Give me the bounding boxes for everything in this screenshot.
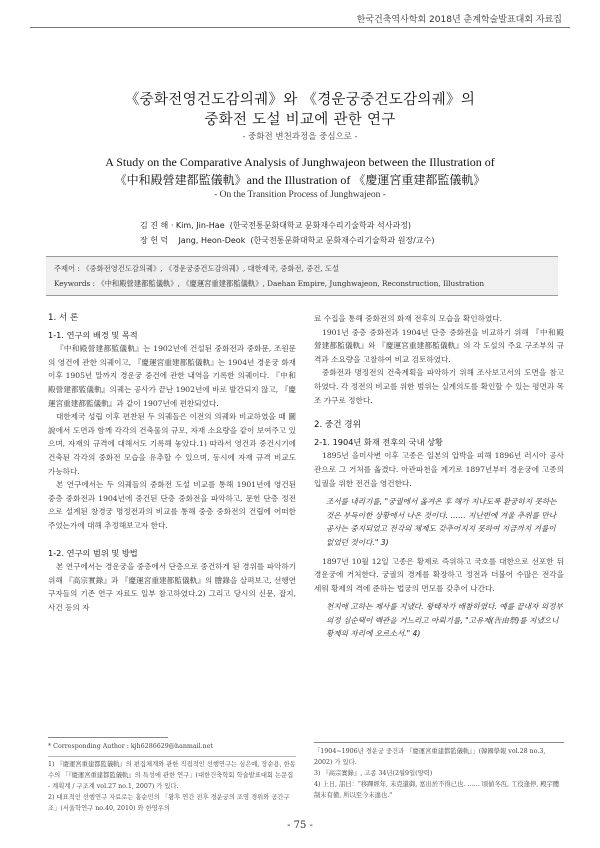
quotation: 천지에 고하는 제사를 지냈다. 왕태자가 배참하였다. 예를 끝내자 의정부 의정 심순택이 백관을 거느리고 아뢰기를, "고유제(告由祭)를 지냈으니 황제의 자리에 오르소서." 4) bbox=[326, 602, 563, 639]
keywords-box bbox=[46, 256, 558, 296]
subtitle-english: - On the Transition Process of Junghwajeon - bbox=[214, 190, 386, 200]
section-heading: 2. 중건 경위 bbox=[314, 420, 361, 431]
title-english-line2: 《中和殿營建都監儀軌》and the Illustration of 《慶運宮重建都監儀軌》 bbox=[114, 173, 486, 187]
conference-name: 한국건축역사학회 2018년 춘계학술발표대회 자료집 bbox=[356, 15, 562, 25]
author-2: 장 헌 덕 Jang, Heon-Deok (한국전통문화대학교 문화재수리기술학과 원장/교수) bbox=[140, 236, 435, 245]
subsection-heading: 1-1. 연구의 배경 및 목적 bbox=[48, 329, 138, 340]
footnote-continued: 「1904~1906년 경운궁 중건과 『慶運宮重建都監儀軌』」(韓國學報 vol.28 no.3, 2002) 가 있다. bbox=[314, 748, 546, 766]
subtitle-korean: - 중화전 변천과정을 중심으로 - bbox=[242, 132, 358, 142]
page-number: - 75 - bbox=[287, 820, 313, 831]
running-header bbox=[0, 0, 600, 30]
subsection-heading: 1-2. 연구의 범위 및 방법 bbox=[48, 547, 138, 558]
author-1: 김 진 해 · Kim, Jin-Hae (한국전통문화대학교 문화재수리기술학과 석사과정) bbox=[140, 221, 412, 230]
paragraph: 중화전과 명정전의 건축계획을 파악하기 위해 조사보고서의 도면을 참고하였다. 각 정전의 비교를 위한 범위는 실계의도를 확인할 수 있는 평면과 목조 가구로 정한다. bbox=[314, 368, 564, 405]
footnote-rule bbox=[314, 742, 564, 743]
paragraph: 1901년 중층 중화전과 1904년 단층 중화전을 비교하기 위해 『中和殿營建都監儀軌』와 『慶運宮重建都監儀軌』의 각 도설의 주요 구조부의 규격과 소요량을 고찰하여 비교 검토하였다. bbox=[314, 327, 564, 364]
corresponding-author: * Corresponding Author : kjh6286629@hanmail.net bbox=[48, 743, 213, 750]
subsection-heading: 2-1. 1904년 화재 전후의 국내 상황 bbox=[314, 436, 443, 447]
header-rule bbox=[30, 27, 570, 28]
keywords-korean: 주제어 : 《중화전영건도감의궤》, 《경운궁중건도감의궤》, 대한제국, 중화전, 중건, 도설 bbox=[54, 264, 340, 273]
paragraph: 본 연구에서는 두 의궤들의 중화전 도설 비교를 통해 1901년에 영건된 중층 중화전과 1904년에 중건된 단층 중화전을 파악하고, 문헌 단층 정전으로 설계된 창경궁 명정전과의 비교를 통해 중층 중화전의 건립에 어떠한 주었는가에 대해 추정해보고자 한다. bbox=[48, 480, 296, 530]
title-korean-line1: 《중화전영건도감의궤》와 《경운궁중건도감의궤》의 bbox=[124, 92, 476, 108]
keywords-english: Keywords : 《中和殿營建都監儀軌》, 《慶運宮重建都監儀軌》, Daehan Empire, Junghwajeon, Reconstruction, Illustration bbox=[54, 279, 485, 288]
paragraph: 본 연구에서는 경운궁을 중층에서 단층으로 중건하게 된 경위를 파악하기 위해 『高宗實錄』과 『慶運宮重建都監儀軌』의 謄錄을 살펴보고, 선행연구자들의 기존 연구 자료도 일부 참고하였다.2) 그리고 당시의 신문, 잡지, 사건 등의 자 bbox=[48, 562, 296, 612]
title-korean-line2: 중화전 도설 비교에 관한 연구 bbox=[204, 112, 396, 128]
footnotes-right bbox=[314, 746, 564, 801]
footnote-4: 4) 上日, 詔曰："移蹕經年, 未克還御, 寔出於不得已也. …… 頃値冬沍, 工役逢停, 殿宇體制未有備, 所以至今未遑也." bbox=[314, 781, 560, 799]
quotation: 조서를 내리기를, "궁궐에서 옮겨온 후 해가 지나도록 환궁하지 못하는 것은 부득이한 상황에서 나온 것이다. …… 지난번에 겨울 추위를 만나 공사는 중지되었고 전각의 체제도 갖추어지지 못하여 지금까지 겨를이 없었던 것이다." 3) bbox=[326, 497, 557, 547]
footnote-1: 1) 『慶運宮重建都監儀軌』의 편집체계와 관한 직접적인 선행연구는 심은예, 장순용, 한동수의 「『慶運宮重建都監儀軌』의 특성에 관한 연구」(대한건축학회 학술발표대회 논문집 - 계획계 / 구조계 vol.27 no.1, 2007) 가 있다. bbox=[48, 756, 296, 792]
section-heading: 1. 서 론 bbox=[48, 313, 79, 323]
paragraph: 1895년 을미사변 이후 고종은 일본의 압박을 피해 1896년 러시아 공사관으로 그 거처를 옮겼다. 아관파천을 계기로 1897년부터 경운궁에 고종의 입궐을 위한 전건을 영건한다. bbox=[314, 451, 564, 488]
title-english-line1: A Study on the Comparative Analysis of Junghwajeon between the Illustration of bbox=[105, 155, 495, 169]
right-column bbox=[314, 312, 564, 641]
footnotes-left bbox=[48, 741, 296, 814]
footnote-rule bbox=[48, 737, 168, 738]
paragraph: 『中和殿營建都監儀軌』는 1902년에 건설된 중화전과 중화문, 조원문의 영건에 관한 의궤이고, 『慶運宮重建都監儀軌』는 1904년 경운궁 화재 이후 1905년 말까지 경운궁 중건에 관한 내역을 기록한 의궤이다. 『中和殿營建都監儀軌』의궤는 공사가 끝난 1902년에 바로 발간되지 않고, 『慶運宮重建都監儀軌』과 같이 1907년에 편찬되었다. bbox=[48, 344, 296, 408]
paragraph: 1897년 10월 12일 고종은 황제로 즉위하고 국호를 대한으로 선포한 뒤 경운궁에 거처한다. 궁궐의 경계를 확장하고 정전과 더불어 수많은 전각을 세워 황제의 격에 준하는 법궁의 면모를 갖추어 나간다. bbox=[314, 556, 564, 593]
paragraph: 대한제국 성립 이후 편찬된 두 의궤들은 이전의 의궤와 비교하였을 때 圖說에서 도면과 함께 각각의 건축물의 규모, 자재 소요량을 같이 보여주고 있으며, 자재의 규격에 대해서도 기록해 놓았다.1) 따라서 영건과 중건시기에 건축된 각각의 중화전 모습을 유추할 수 있으며, 동시에 자재 규격 비교도 가능하다. bbox=[48, 412, 296, 476]
footnote-3: 3) 『高宗實錄』, 고종 34년(2월9일(양력) bbox=[314, 770, 433, 777]
left-column bbox=[48, 312, 296, 614]
paragraph: 료 수집을 통해 중화전의 화재 전후의 모습을 확인하였다. bbox=[314, 314, 503, 323]
footnote-2: 2) 대표적인 선행연구 자료로는 홍순민의 「왕후 연간 전후 경운궁의 조영 경위와 공간구조」(서울학연구 no.40, 2010) 와 한영우의 bbox=[48, 794, 290, 812]
